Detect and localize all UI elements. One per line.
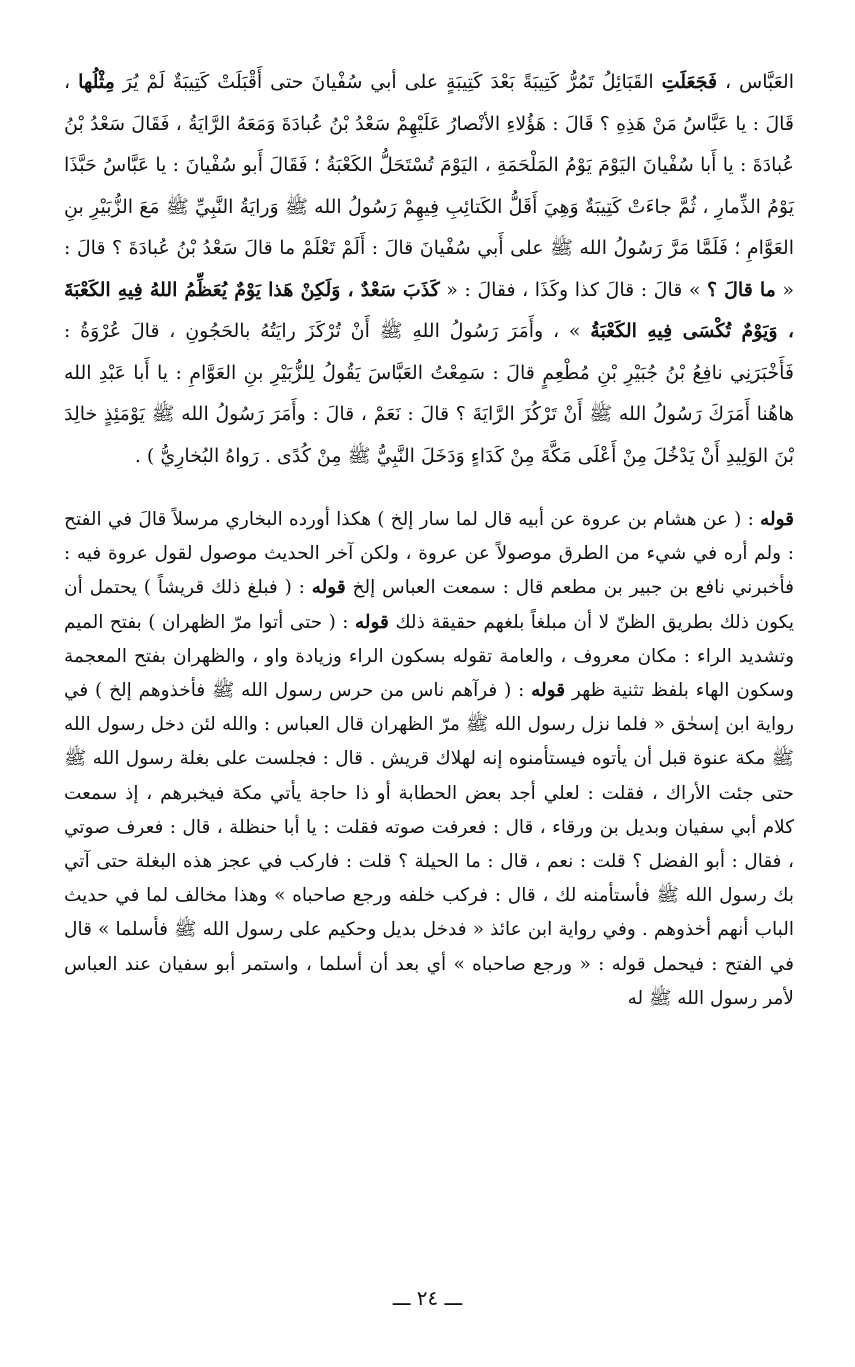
document-page bbox=[64, 62, 794, 1352]
text-run: : ( حتى أتوا مرّ الظهران ) بفتح الميم وتشديد الراء : مكان معروف ، والعامة تقوله بسكون الراء وزيادة واو ، والظهران بفتح المعجمة وسكون الهاء بلفظ تثنية ظهر bbox=[64, 611, 794, 702]
text-run: العَبَّاس ، bbox=[717, 71, 794, 93]
bold-text-run: قوله bbox=[311, 577, 346, 599]
bold-text-run: ما قالَ ؟ bbox=[706, 278, 776, 301]
text-run: : ( عن هشام بن عروة عن أبيه قال لما سار إلخ ) هكذا أورده البخاري مرسلاً قالَ في الفتح : ولم أره في شيء من الطرق موصولاً عن عروة ، ولكن آخر الحديث موصول لقول عروة فيه : فأخبرني نافع بن جبير بن مطعم قال : سمعت العباس إلخ bbox=[64, 509, 794, 599]
text-run: ، قَالَ : يا عَبَّاسُ مَنْ هَذِهِ ؟ قَالَ : هَؤُلاءِ الأنْصارُ عَلَيْهِمْ سَعْدُ بْنُ عُبادَةَ وَمَعَهُ الرَّايَةُ ، فَقَالَ سَعْدُ بْنُ عُبادَةَ : يا أَبا سُفْيانَ اليَوْمَ يَوْمُ المَلْحَمَةِ ، اليَوْمَ تُسْتَحَلُّ الكَعْبَةُ ؛ فَقَالَ أَبو سُفْيانَ : يا عَبَّاسُ حَبَّذَا يَوْمُ الذِّمارِ ، ثُمَّ جاءَتْ كَتِيبَةٌ وَهِيَ أَقَلُّ الكَتائِبِ فِيهِمْ رَسُولُ الله ﷺ وَرايَةُ النَّبِيِّ ﷺ مَعَ الزُّبَيْرِ بنِ العَوَّامِ ؛ فَلَمَّا مَرَّ رَسُولُ الله ﷺ على أَبي سُفْيانَ قالَ : أَلَمْ تَعْلَمْ ما قالَ سَعْدُ بْنُ عُبادَةَ ؟ قالَ : « bbox=[64, 71, 794, 301]
text-run: القَبَائِلُ تَمُرُّ كَتِيبَةً بَعْدَ كَتِيبَةٍ على أبي سُفْيانَ حتى أَقْبَلَتْ كَتِيبَةٌ لَمْ يُرَ bbox=[114, 71, 662, 93]
bold-text-run: كَذَبَ سَعْدٌ ، وَلَكِنْ هَذا يَوْمٌ يُعَظِّمُ اللهُ فِيهِ الكَعْبَةَ ، وَيَوْمٌ تُكْسَى فِيهِ الكَعْبَةُ bbox=[64, 278, 795, 342]
bold-text-run: مِثْلُها bbox=[78, 71, 115, 93]
bold-text-run: قوله bbox=[531, 680, 566, 702]
text-run: : ( فبلغ ذلك قريشاً ) يحتمل أن يكون ذلك بطريق الظنّ لا أن مبلغاً بلغهم حقيقة ذلك bbox=[64, 577, 794, 633]
text-run: : ( فرآهم ناس من حرس رسول الله ﷺ فأخذوهم إلخ ) في رواية ابن إسحٰق « فلما نزل رسول الله ﷺ مرّ الظهران قال العباس : والله لئن دخل رسول الله ﷺ مكة عنوة قبل أن يأتوه فيستأمنوه إنه لهلاك قريش . قال : فجلست على بغلة رسول الله ﷺ حتى جئت الأراك ، فقلت : لعلي أجد بعض الحطابة أو ذا حاجة يأتي مكة فيخبرهم ، إذ سمعت كلام أبي سفيان وبديل بن ورقاء ، قال : فعرفت صوته فقلت : يا أبا حنظلة ، قال : فعرف صوتي ، فقال : أبو الفضل ؟ قلت : نعم ، قال : ما الحيلة ؟ قلت : فاركب في عجز هذه البغلة حتى آتي بك رسول الله ﷺ فأستأمنه لك ، قال : فركب خلفه ورجع صاحباه » وهذا مخالف لما في حديث الباب أنهم أخذوهم . وفي رواية ابن عائذ « فدخل بديل وحكيم على رسول الله ﷺ فأسلما » قال في الفتح : فيحمل قوله : « ورجع صاحباه » أي بعد أن أسلما ، واستمر أبو سفيان عند العباس لأمر رسول الله ﷺ له bbox=[64, 680, 794, 1009]
commentary-paragraph bbox=[64, 503, 794, 1016]
bold-text-run: قوله bbox=[760, 509, 794, 530]
bold-text-run: فَجَعَلَتِ bbox=[661, 71, 718, 93]
text-run: » ، وأَمَرَ رَسُولُ اللهِ ﷺ أَنْ تُرْكَزَ رايَتُهُ بالحَجُونِ ، قالَ عُرْوَةُ : فَأَخْبَرَنِي نافِعُ بْنُ جُبَيْرِ بْنِ مُطْعِمٍ قالَ : سَمِعْتُ العَبَّاسَ يَقُولُ لِلزُّبَيْرِ بنِ العَوَّامِ : يا أَبا عَبْدِ الله هاهُنا أَمَرَكَ رَسُولُ الله ﷺ أَنْ تَرْكُزَ الرَّايَةَ ؟ قالَ : نَعَمْ ، قالَ : وأَمَرَ رَسُولُ الله ﷺ يَوْمَئِذٍ خالِدَ بْنَ الوَلِيدِ أَنْ يَدْخُلَ مِنْ أَعْلَى مَكَّةَ مِنْ كَدَاءٍ وَدَخَلَ النَّبِيُّ ﷺ مِنْ كُدًى . رَواهُ البُخارِيُّ ) . bbox=[64, 320, 794, 467]
text-run: » قالَ : قالَ كذا وكَذَا ، فقالَ : « bbox=[439, 278, 707, 301]
page-number: ـــ ٢٤ ـــ bbox=[392, 1286, 463, 1310]
bold-text-run: قوله bbox=[354, 611, 389, 633]
hadith-paragraph bbox=[64, 62, 794, 477]
